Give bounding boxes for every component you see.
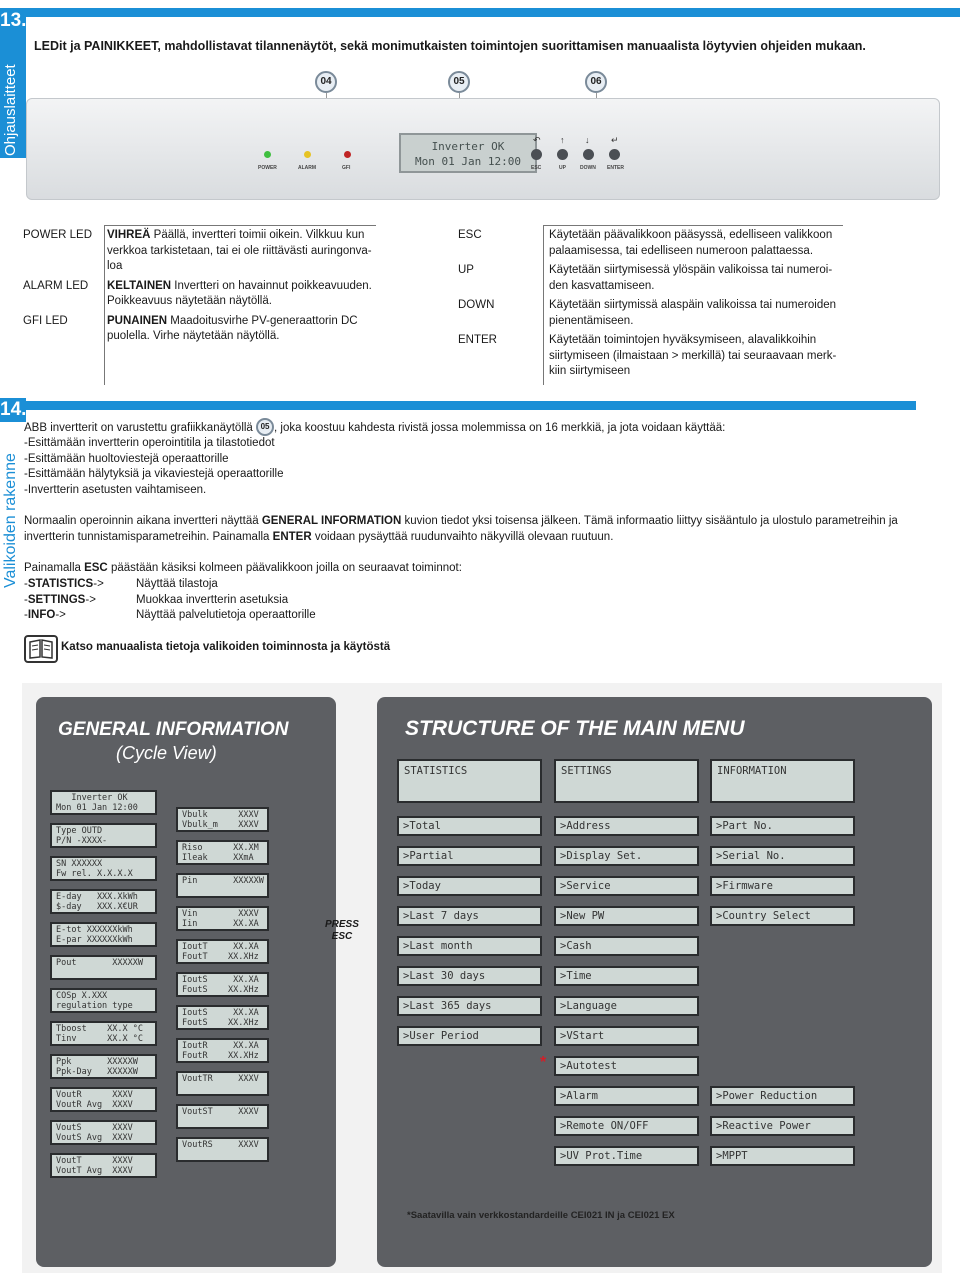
set-service: >Service xyxy=(554,876,699,896)
section-14-paragraph-1: ABB invertterit on varustettu grafiikkanäytöllä 05 , joka koostuu kahdesta rivistä jossa molemmissa on 16 merkkiä, ja jota voidaan käyttää: xyxy=(24,420,924,438)
info-part-no: >Part No. xyxy=(710,816,855,836)
info-serial-no: >Serial No. xyxy=(710,846,855,866)
lcd-line-2: Mon 01 Jan 12:00 xyxy=(415,155,521,168)
gfi-led xyxy=(344,151,351,158)
menu-settings: -SETTINGS-> Muokkaa invertterin asetuksia xyxy=(24,593,289,606)
esc-arrow-icon: ↶ xyxy=(533,135,541,145)
enter-button[interactable] xyxy=(609,149,620,160)
gi-screen-1: Inverter OK Mon 01 Jan 12:00 xyxy=(50,790,157,815)
button-description: Käytetään siirtymisessä ylöspäin valikoissa tai numeroi-den kasvattamiseen. xyxy=(549,264,833,292)
alarm-led-label: ALARM xyxy=(298,165,317,171)
callout-06: 06 xyxy=(585,71,607,93)
section-14-header-bar xyxy=(26,401,916,410)
gi-screen-17: IoutT XX.XA FoutT XX.XHz xyxy=(176,939,269,964)
section-14-side-label: Valikoiden rakenne xyxy=(2,453,19,588)
gi-screen-3: SN XXXXXX Fw rel. X.X.X.X xyxy=(50,856,157,881)
button-description: Käytetään siirtymissä alaspäin valikoissa tai numeroiden pienentämiseen. xyxy=(549,299,837,327)
section-14-list xyxy=(24,436,924,498)
gi-screen-11: VoutS XXXV VoutS Avg XXXV xyxy=(50,1120,157,1145)
enter-button-label: ENTER xyxy=(607,165,624,171)
power-led xyxy=(264,151,271,158)
gi-screen-18: IoutS XX.XA FoutS XX.XHz xyxy=(176,972,269,997)
gi-screen-15: Pin XXXXXW xyxy=(176,873,269,898)
info-firmware: >Firmware xyxy=(710,876,855,896)
set-autotest: >Autotest xyxy=(554,1056,699,1076)
section-14-paragraph-2: Normaalin operoinnin aikana invertteri näyttää GENERAL INFORMATION kuvion tiedot yksi toisensa jälkeen. Tämä informaatio liittyy sisääntulo ja ulostulo parametreihin ja invertterin tunnistamisparametreihin. Painamalla ENTER voidaan pysäyttää ruudunvaihto näkyvillä olevaan ruutuun. xyxy=(24,515,898,543)
gi-screen-21: VoutTR XXXV xyxy=(176,1071,269,1096)
section-13-number: 13. xyxy=(0,8,26,34)
led-name: GFI LED xyxy=(23,314,68,327)
general-information-title: GENERAL INFORMATION xyxy=(58,719,289,740)
set-uv-prot-time: >UV Prot.Time xyxy=(554,1146,699,1166)
led-row-power xyxy=(20,226,380,277)
inverter-control-panel xyxy=(26,98,940,200)
stat-today: >Today xyxy=(397,876,542,896)
section-13-header-bar xyxy=(26,8,960,17)
info-mppt: >MPPT xyxy=(710,1146,855,1166)
section-14-tab xyxy=(0,398,26,422)
gi-screen-16: Vin XXXV Iin XX.XA xyxy=(176,906,269,931)
set-language: >Language xyxy=(554,996,699,1016)
stat-user-period: >User Period xyxy=(397,1026,542,1046)
gi-screen-4: E-day XXX.XkWh $-day XXX.X€UR xyxy=(50,889,157,914)
autotest-asterisk: * xyxy=(540,1054,547,1071)
down-button[interactable] xyxy=(583,149,594,160)
stat-total: >Total xyxy=(397,816,542,836)
led-description: PUNAINEN Maadoitusvirhe PV-generaattorin DC puolella. Virhe näytetään näytöllä. xyxy=(107,314,358,342)
stat-last-30-days: >Last 30 days xyxy=(397,966,542,986)
power-led-label: POWER xyxy=(258,165,277,171)
inline-callout-05: 05 xyxy=(256,418,274,436)
gi-screen-23: VoutRS XXXV xyxy=(176,1137,269,1162)
led-name: POWER LED xyxy=(23,229,93,241)
main-menu-box xyxy=(377,697,932,1267)
button-description: Käytetään toimintojen hyväksymiseen, alavalikkoihin siirtymiseen (ilmaistaan > merkillä) tai seuraavaan merk-kiin siirtymiseen xyxy=(549,334,837,377)
up-arrow-icon: ↑ xyxy=(560,135,565,145)
button-name: ESC xyxy=(458,229,482,241)
set-cash: >Cash xyxy=(554,936,699,956)
button-name: ENTER xyxy=(458,334,497,346)
down-arrow-icon: ↓ xyxy=(585,135,590,145)
gi-screen-22: VoutST XXXV xyxy=(176,1104,269,1129)
menu-statistics: -STATISTICS-> Näyttää tilastoja xyxy=(24,578,218,590)
section-14-number: 14. xyxy=(0,399,27,420)
led-table xyxy=(20,226,380,347)
header-information: INFORMATION xyxy=(710,759,855,803)
gi-screen-12: VoutT XXXV VoutT Avg XXXV xyxy=(50,1153,157,1178)
stat-last-7-days: >Last 7 days xyxy=(397,906,542,926)
up-button[interactable] xyxy=(557,149,568,160)
lcd-line-1: Inverter OK xyxy=(431,140,505,153)
callout-04: 04 xyxy=(315,71,337,93)
gi-screen-19: IoutS XX.XA FoutS XX.XHz xyxy=(176,1005,269,1030)
button-row-up xyxy=(455,261,847,296)
set-vstart: >VStart xyxy=(554,1026,699,1046)
gi-screen-8: Tboost XX.X °C Tinv XX.X °C xyxy=(50,1021,157,1046)
button-row-down xyxy=(455,296,847,331)
list-item: -Esittämään huoltoviestejä operaattorille xyxy=(24,452,229,465)
gi-screen-10: VoutR XXXV VoutR Avg XXXV xyxy=(50,1087,157,1112)
section-13-intro: LEDit ja PAINIKKEET, mahdollistavat tilannenäytöt, sekä monimutkaisten toimintojen suorittamisen manuaalista löytyvien ohjeiden mukaan. xyxy=(34,39,866,53)
button-name: DOWN xyxy=(458,299,495,311)
up-button-label: UP xyxy=(559,165,566,171)
button-name: UP xyxy=(458,264,474,276)
gi-screen-14: Riso XX.XM Ileak XXmA xyxy=(176,840,269,865)
gi-screen-7: COSp X.XXX regulation type xyxy=(50,988,157,1013)
enter-arrow-icon: ↵ xyxy=(611,135,619,145)
set-new-pw: >New PW xyxy=(554,906,699,926)
set-time: >Time xyxy=(554,966,699,986)
section-14-paragraph-3: Painamalla ESC päästään käsiksi kolmeen päävalikkoon joilla on seuraavat toiminnot: xyxy=(24,562,462,574)
list-item: -Invertterin asetusten vaihtamiseen. xyxy=(24,483,207,496)
info-country-select: >Country Select xyxy=(710,906,855,926)
set-display-set: >Display Set. xyxy=(554,846,699,866)
menu-info: -INFO-> Näyttää palvelutietoja operaattorille xyxy=(24,609,316,622)
section-13-side-label: Ohjauslaitteet xyxy=(2,64,19,156)
panel-lcd-display xyxy=(399,133,537,173)
stat-partial: >Partial xyxy=(397,846,542,866)
info-power-reduction: >Power Reduction xyxy=(710,1086,855,1106)
general-information-box xyxy=(36,697,336,1267)
led-description: KELTAINEN Invertteri on havainnut poikkeavuuden. Poikkeavuus näytetään näytöllä. xyxy=(107,279,372,307)
list-item: -Esittämään invertterin operointitila ja tilastotiedot xyxy=(24,437,275,449)
set-alarm: >Alarm xyxy=(554,1086,699,1106)
callout-05: 05 xyxy=(448,71,470,93)
button-description: Käytetään päävalikkoon pääsyssä, edelliseen valikkoon palaamisessa, tai edelliseen numeroon palattaessa. xyxy=(549,229,833,257)
gi-screen-5: E-tot XXXXXXkWh E-par XXXXXXkWh xyxy=(50,922,157,947)
gi-screen-2: Type OUTD P/N -XXXX- xyxy=(50,823,157,848)
manual-note: Katso manuaalista tietoja valikoiden toiminnosta ja käytöstä xyxy=(61,641,391,653)
menu-diagram xyxy=(22,683,942,1273)
set-address: >Address xyxy=(554,816,699,836)
esc-button-label: ESC xyxy=(531,165,542,171)
gi-screen-9: Ppk XXXXXW Ppk-Day XXXXXW xyxy=(50,1054,157,1079)
button-row-enter xyxy=(455,331,847,382)
main-menu-footnote-visible: *Saatavilla vain verkkostandardeille CEI021 IN ja CEI021 EX xyxy=(407,1210,675,1221)
gi-screen-6: Pout XXXXXW xyxy=(50,955,157,980)
info-reactive-power: >Reactive Power xyxy=(710,1116,855,1136)
stat-last-365-days: >Last 365 days xyxy=(397,996,542,1016)
led-description: VIHREÄ Päällä, invertteri toimii oikein. Vilkkuu kun verkkoa tarkistetaan, tai ei ole riittävästi auringonva-loa xyxy=(107,229,372,272)
set-remote-on-off: >Remote ON/OFF xyxy=(554,1116,699,1136)
button-table xyxy=(455,226,847,382)
down-button-label: DOWN xyxy=(580,165,596,171)
press-esc-label: PRESS ESC xyxy=(325,919,359,942)
gfi-led-label: GFI xyxy=(342,165,351,171)
alarm-led xyxy=(304,151,311,158)
header-statistics: STATISTICS xyxy=(397,759,542,803)
led-row-gfi xyxy=(20,312,380,347)
menu-list xyxy=(24,577,524,624)
header-settings: SETTINGS xyxy=(554,759,699,803)
general-information-subtitle: (Cycle View) xyxy=(116,743,217,763)
stat-last-month: >Last month xyxy=(397,936,542,956)
main-menu-title: STRUCTURE OF THE MAIN MENU xyxy=(405,717,745,740)
button-row-esc xyxy=(455,226,847,261)
manual-book-icon xyxy=(24,635,58,663)
esc-button[interactable] xyxy=(531,149,542,160)
led-row-alarm xyxy=(20,277,380,312)
gi-screen-20: IoutR XX.XA FoutR XX.XHz xyxy=(176,1038,269,1063)
led-name: ALARM LED xyxy=(23,279,89,292)
gi-screen-13: Vbulk XXXV Vbulk_m XXXV xyxy=(176,807,269,832)
list-item: -Esittämään hälytyksiä ja vikaviestejä operaattorille xyxy=(24,468,284,481)
